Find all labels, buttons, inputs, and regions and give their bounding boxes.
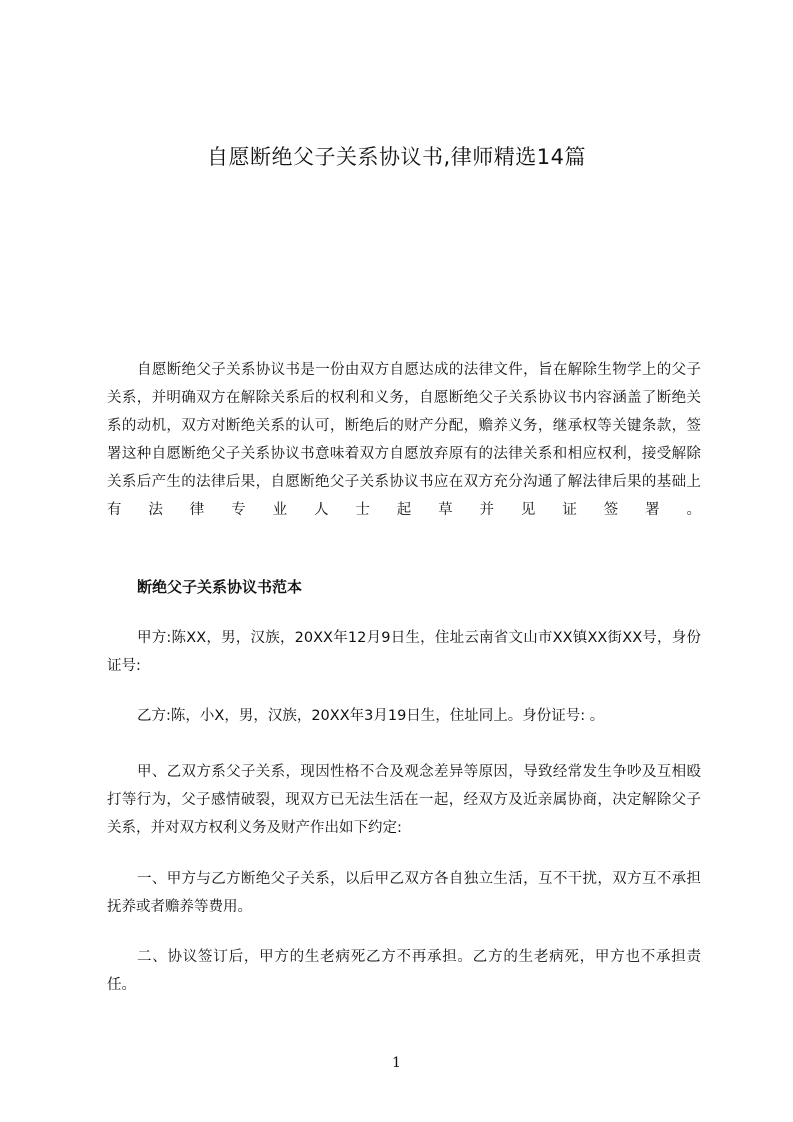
party-b-paragraph: 乙方:陈，小X，男，汉族，20XX年3月19日生，住址同上。身份证号: 。 xyxy=(137,708,605,724)
document-title: 自愿断绝父子关系协议书,律师精选14篇 xyxy=(207,145,586,169)
clause-one-paragraph: 一、甲方与乙方断绝父子关系，以后甲乙双方各自独立生活，互不干扰，双方互不承担抚养或者赡养等费用。 xyxy=(107,871,701,915)
relationship-paragraph: 甲、乙双方系父子关系，现因性格不合及观念差异等原因，导致经常发生争吵及互相殴打等行为，父子感情破裂，现双方已无法生活在一起，经双方及近亲属协商，决定解除父子关系，并对双方权利义务及财产作出如下约定: xyxy=(107,764,701,836)
section-heading: 断绝父子关系协议书范本 xyxy=(137,578,303,596)
page-number: 1 xyxy=(392,1055,401,1071)
intro-paragraph: 自愿断绝父子关系协议书是一份由双方自愿达成的法律文件，旨在解除生物学上的父子关系，并明确双方在解除关系后的权利和义务，自愿断绝父子关系协议书内容涵盖了断绝关系的动机，双方对断绝关系的认可，断绝后的财产分配，赡养义务，继承权等关键条款，签署这种自愿断绝父子关系协议书意味着双方自愿放弃原有的法律关系和相应权利，接受解除关系后产生的法律后果，自愿断绝父子关系协议书应在双方充分沟通了解法律后果的基础上有法律专业人士起草并见证签署。 xyxy=(107,362,701,518)
party-a-paragraph: 甲方:陈XX，男，汉族，20XX年12月9日生，住址云南省文山市XX镇XX街XX号，身份证号: xyxy=(107,630,701,674)
clause-two-paragraph: 二、协议签订后，甲方的生老病死乙方不再承担。乙方的生老病死，甲方也不承担责任。 xyxy=(107,949,701,993)
